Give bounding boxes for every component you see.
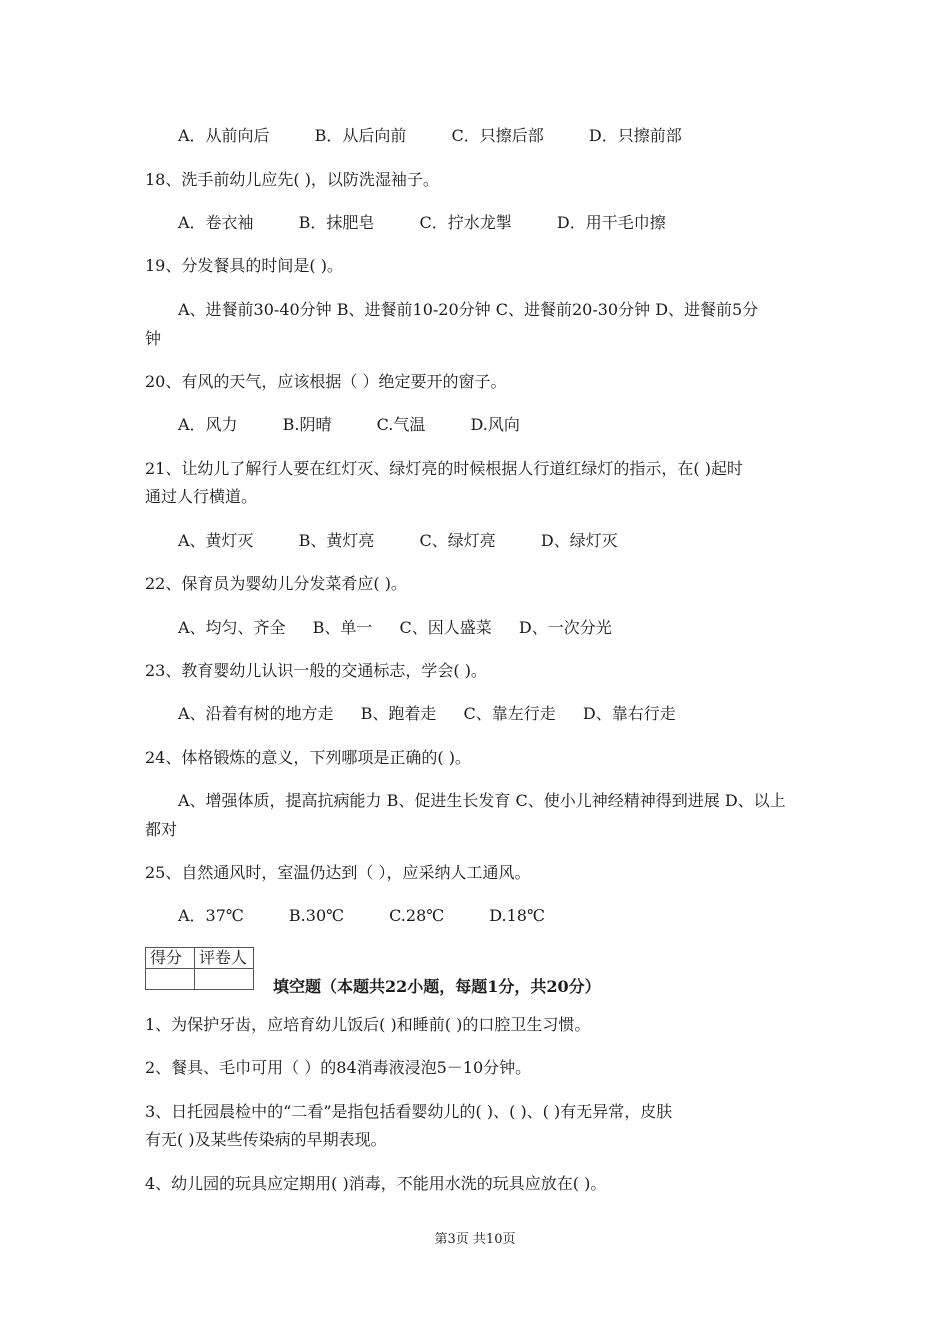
q23-option-b: B、跑着走 [360, 704, 437, 723]
q18-stem: 18、洗手前幼儿应先( )，以防洗湿袖子。 [145, 170, 439, 189]
q20-stem: 20、有风的天气，应该根据（ ）绝定要开的窗子。 [145, 372, 507, 391]
section-title: 填空题（本题共22小题，每题1分，共20分） [273, 977, 601, 996]
q23-option-a: A、沿着有树的地方走 [178, 704, 334, 723]
q25-stem: 25、自然通风时，室温仍达到（ ），应采纳人工通风。 [145, 863, 531, 882]
q25-options [178, 906, 585, 926]
grader-label: 评卷人 [195, 948, 254, 969]
q24-stem: 24、体格锻炼的意义，下列哪项是正确的( )。 [145, 748, 471, 767]
q22-option-a: A、均匀、齐全 [178, 618, 286, 637]
q17-option-a: A．从前向后 [178, 126, 270, 145]
q20-option-a: A．风力 [178, 415, 238, 434]
q22-stem: 22、保育员为婴幼儿分发菜肴应( )。 [145, 574, 407, 593]
q18-option-a: A．卷衣袖 [178, 213, 254, 232]
page-footer: 第3页 共10页 [434, 1232, 516, 1247]
q23-options [178, 704, 716, 724]
q21-stem-line1: 21、让幼儿了解行人要在红灯灭、绿灯亮的时候根据人行道红绿灯的指示，在( )起时 [145, 459, 743, 478]
fill-q2: 2、餐具、毛巾可用（ ）的84消毒液浸泡5－10分钟。 [145, 1058, 532, 1077]
score-table [145, 947, 254, 990]
q19-stem: 19、分发餐具的时间是( )。 [145, 256, 343, 275]
q23-option-d: D、靠右行走 [582, 704, 676, 723]
score-cell[interactable] [146, 969, 195, 990]
q17-option-d: D．只擦前部 [588, 126, 682, 145]
q21-option-d: D、绿灯灭 [540, 531, 618, 550]
q20-option-d: D.风向 [470, 415, 520, 434]
q21-option-c: C、绿灯亮 [419, 531, 496, 550]
q25-option-d: D.18℃ [489, 906, 545, 925]
q21-option-a: A、黄灯灭 [178, 531, 254, 550]
q17-options [178, 126, 722, 146]
q24-options-line2: 都对 [145, 820, 178, 839]
q24-options-line1: A、增强体质，提高抗病能力 B、促进生长发育 C、使小儿神经精神得到进展 D、以上 [178, 791, 786, 810]
q20-option-c: C.气温 [376, 415, 426, 434]
q18-option-c: C．拧水龙掣 [419, 213, 512, 232]
q19-options-line2: 钟 [145, 329, 162, 348]
q25-option-a: A．37℃ [178, 906, 244, 925]
q20-option-b: B.阴晴 [282, 415, 332, 434]
q19-options-line1: A、进餐前30-40分钟 B、进餐前10-20分钟 C、进餐前20-30分钟 D、进餐前5分 [178, 300, 759, 319]
q21-option-b: B、黄灯亮 [298, 531, 375, 550]
q18-option-d: D．用干毛巾擦 [556, 213, 666, 232]
fill-q1: 1、为保护牙齿，应培育幼儿饭后( )和睡前( )的口腔卫生习惯。 [145, 1015, 591, 1034]
q22-option-c: C、因人盛菜 [399, 618, 492, 637]
score-label: 得分 [146, 948, 195, 969]
q23-stem: 23、教育婴幼儿认识一般的交通标志，学会( )。 [145, 661, 487, 680]
q20-options [178, 415, 560, 435]
fill-q3-line2: 有无( )及某些传染病的早期表现。 [145, 1130, 387, 1149]
q18-option-b: B．抹肥皂 [298, 213, 375, 232]
q22-options [178, 618, 652, 638]
q17-option-c: C．只擦后部 [451, 126, 544, 145]
grader-cell[interactable] [195, 969, 254, 990]
q21-stem-line2: 通过人行横道。 [145, 487, 258, 506]
q22-option-d: D、一次分光 [518, 618, 612, 637]
q17-option-b: B．从后向前 [314, 126, 407, 145]
fill-q3-line1: 3、日托园晨检中的“二看”是指包括看婴幼儿的( )、( )、( )有无异常，皮肤 [145, 1102, 673, 1121]
q21-options [178, 531, 658, 551]
q18-options [178, 213, 706, 233]
q22-option-b: B、单一 [312, 618, 373, 637]
q23-option-c: C、靠左行走 [463, 704, 556, 723]
fill-q4: 4、幼儿园的玩具应定期用( )消毒，不能用水洗的玩具应放在( )。 [145, 1174, 607, 1193]
q25-option-b: B.30℃ [288, 906, 345, 925]
q25-option-c: C.28℃ [389, 906, 445, 925]
